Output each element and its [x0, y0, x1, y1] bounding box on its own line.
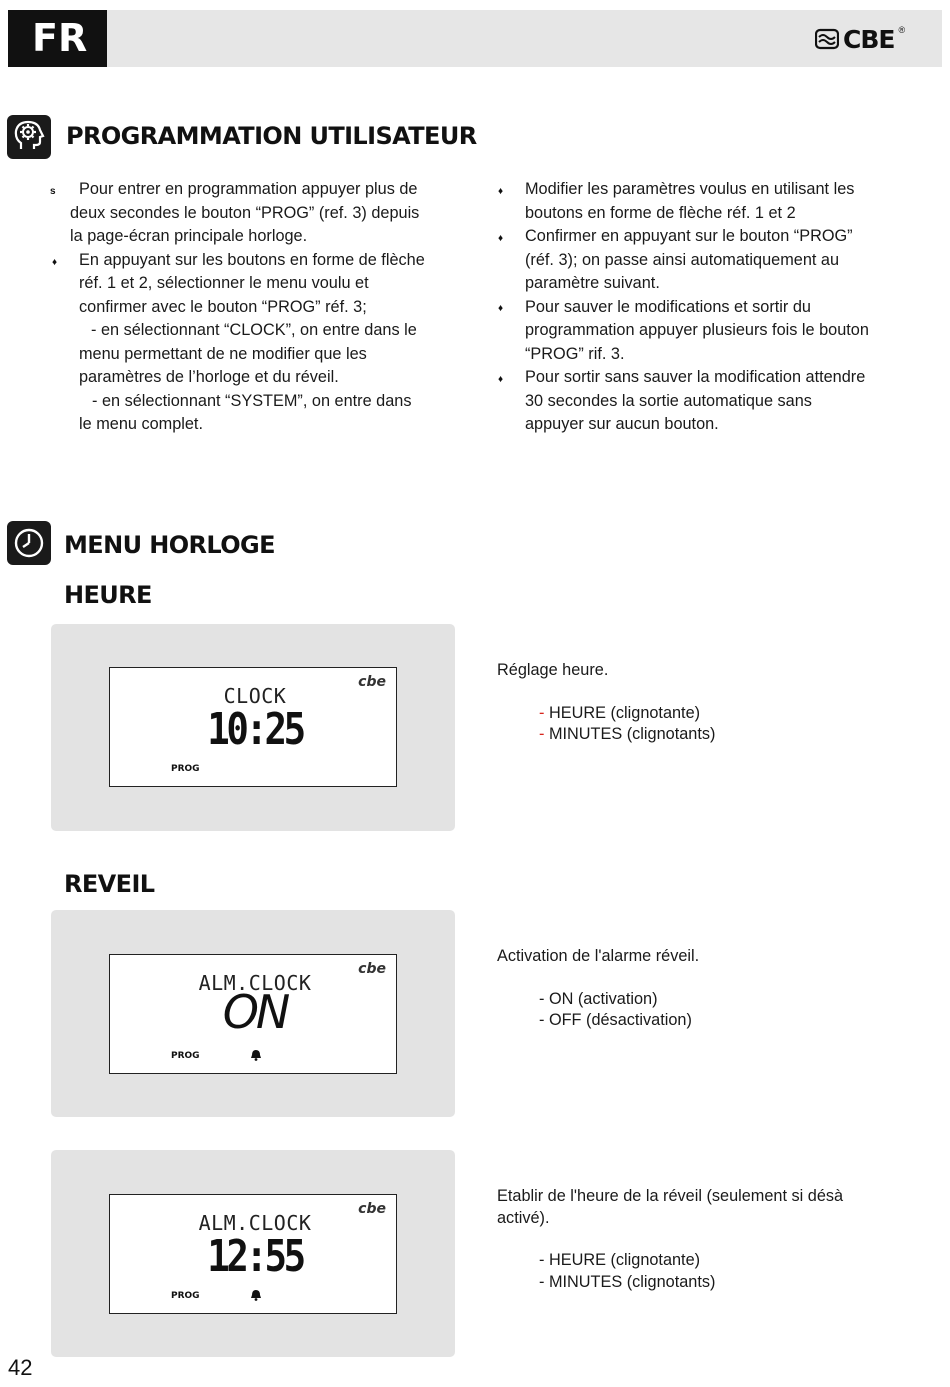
text-line: Modifier les paramètres voulus en utilisant les	[525, 180, 855, 198]
description-text: Activation de l'alarme réveil.	[497, 947, 700, 965]
brand-logo	[815, 24, 905, 54]
text-line: la page-écran principale horloge.	[70, 227, 308, 245]
text-line: le menu complet.	[79, 415, 203, 433]
list-item	[497, 1272, 917, 1294]
section-title-programmation: PROGRAMMATION UTILISATEUR	[66, 122, 477, 150]
list-item	[497, 1250, 917, 1272]
page-number: 42	[8, 1355, 33, 1380]
text-line: paramètres de l’horloge et du réveil.	[79, 368, 339, 386]
text-line: 30 secondes la sortie automatique sans	[525, 391, 812, 410]
text-line: Pour sauver le modifications et sortir du	[525, 297, 811, 316]
lcd-label: ALM.CLOCK	[198, 971, 312, 995]
subtitle-reveil: REVEIL	[64, 870, 155, 898]
list-item	[497, 703, 917, 725]
list-item	[497, 1010, 917, 1032]
display-panel	[51, 1150, 455, 1357]
text-line: Pour sortir sans sauver la modification attendre	[525, 368, 866, 386]
lcd-screen	[109, 1194, 397, 1314]
text-line: boutons en forme de flèche réf. 1 et 2	[525, 203, 796, 222]
list-dash: -	[539, 989, 545, 1008]
text-line: (réf. 3); on passe ainsi automatiquement au	[525, 250, 840, 269]
description-text: activé).	[497, 1208, 550, 1227]
text-line: Pour entrer en programmation appuyer plus de	[79, 180, 418, 198]
brand-name: CBE	[843, 24, 895, 54]
display-panel	[51, 624, 455, 831]
lcd-value: 10:25	[207, 704, 303, 755]
text-line: “PROG” rif. 3.	[525, 344, 625, 363]
text-line: appuyer sur aucun bouton.	[525, 415, 719, 433]
language-tab: FR	[8, 10, 107, 67]
list-text: HEURE (clignotante)	[544, 703, 701, 722]
bullet-diamond: ♦	[498, 186, 504, 197]
list-text: ON (activation)	[544, 989, 658, 1008]
registered-mark: ®	[898, 25, 906, 35]
cbe-logo-icon: cbe	[358, 674, 386, 690]
list-dash: -	[539, 1272, 545, 1291]
list-dash: -	[539, 703, 545, 722]
text-line: Confirmer en appuyant sur le bouton “PROG”	[525, 227, 853, 245]
text-line: réf. 1 et 2, sélectionner le menu voulu et	[79, 274, 369, 292]
text-line: programmation appuyer plusieurs fois le bouton	[525, 321, 869, 339]
clock-icon	[7, 521, 51, 565]
text-line: deux secondes le bouton “PROG” (ref. 3) depuis	[70, 203, 420, 222]
list-item	[497, 724, 917, 746]
display-description	[497, 660, 917, 746]
lcd-screen	[109, 954, 397, 1074]
lcd-label: ALM.CLOCK	[198, 1211, 312, 1235]
text-line: - en sélectionnant “SYSTEM”, on entre dans	[92, 391, 412, 410]
header-bar	[8, 10, 942, 67]
description-text: Etablir de l'heure de la réveil (seulement si désà	[497, 1187, 844, 1205]
list-text: MINUTES (clignotants)	[544, 725, 716, 743]
section-title-menu-horloge: MENU HORLOGE	[64, 531, 275, 559]
cbe-logo-icon: cbe	[358, 961, 386, 977]
display-description	[497, 946, 917, 1032]
lcd-label: CLOCK	[223, 684, 287, 708]
bullet-diamond: ♦	[498, 233, 504, 244]
lcd-screen	[109, 667, 397, 787]
bell-icon	[250, 1049, 262, 1064]
text-line: - en sélectionnant “CLOCK”, on entre dans le	[91, 321, 417, 339]
display-description	[497, 1186, 917, 1293]
bullet-s: s	[50, 186, 56, 197]
list-item	[497, 989, 917, 1011]
bell-icon	[250, 1289, 262, 1304]
lcd-prog-indicator: PROG	[171, 1291, 200, 1301]
text-line: En appuyant sur les boutons en forme de flèche	[79, 250, 425, 269]
list-text: HEURE (clignotante)	[544, 1251, 701, 1269]
lcd-value: ON	[222, 985, 288, 1039]
description-text: Réglage heure.	[497, 661, 609, 679]
cbe-logo-icon: cbe	[358, 1201, 386, 1217]
list-text: MINUTES (clignotants)	[544, 1272, 716, 1291]
programmation-left-text	[70, 178, 470, 437]
list-dash: -	[539, 1011, 545, 1029]
lcd-prog-indicator: PROG	[171, 1051, 200, 1061]
bullet-diamond: ♦	[498, 374, 504, 385]
bullet-diamond: ♦	[52, 257, 58, 268]
list-dash: -	[539, 1251, 545, 1269]
subtitle-heure: HEURE	[64, 581, 152, 609]
lcd-prog-indicator: PROG	[171, 764, 200, 774]
text-line: paramètre suivant.	[525, 274, 660, 292]
lcd-value: 12:55	[207, 1231, 303, 1282]
gear-head-icon	[7, 115, 51, 159]
text-line: menu permettant de ne modifier que les	[79, 344, 367, 363]
text-line: confirmer avec le bouton “PROG” réf. 3;	[79, 297, 367, 316]
list-text: OFF (désactivation)	[544, 1011, 692, 1029]
bullet-diamond: ♦	[498, 303, 504, 314]
list-dash: -	[539, 725, 545, 743]
programmation-right-text	[525, 178, 925, 437]
cbe-logo-icon	[815, 28, 839, 50]
display-panel	[51, 910, 455, 1117]
